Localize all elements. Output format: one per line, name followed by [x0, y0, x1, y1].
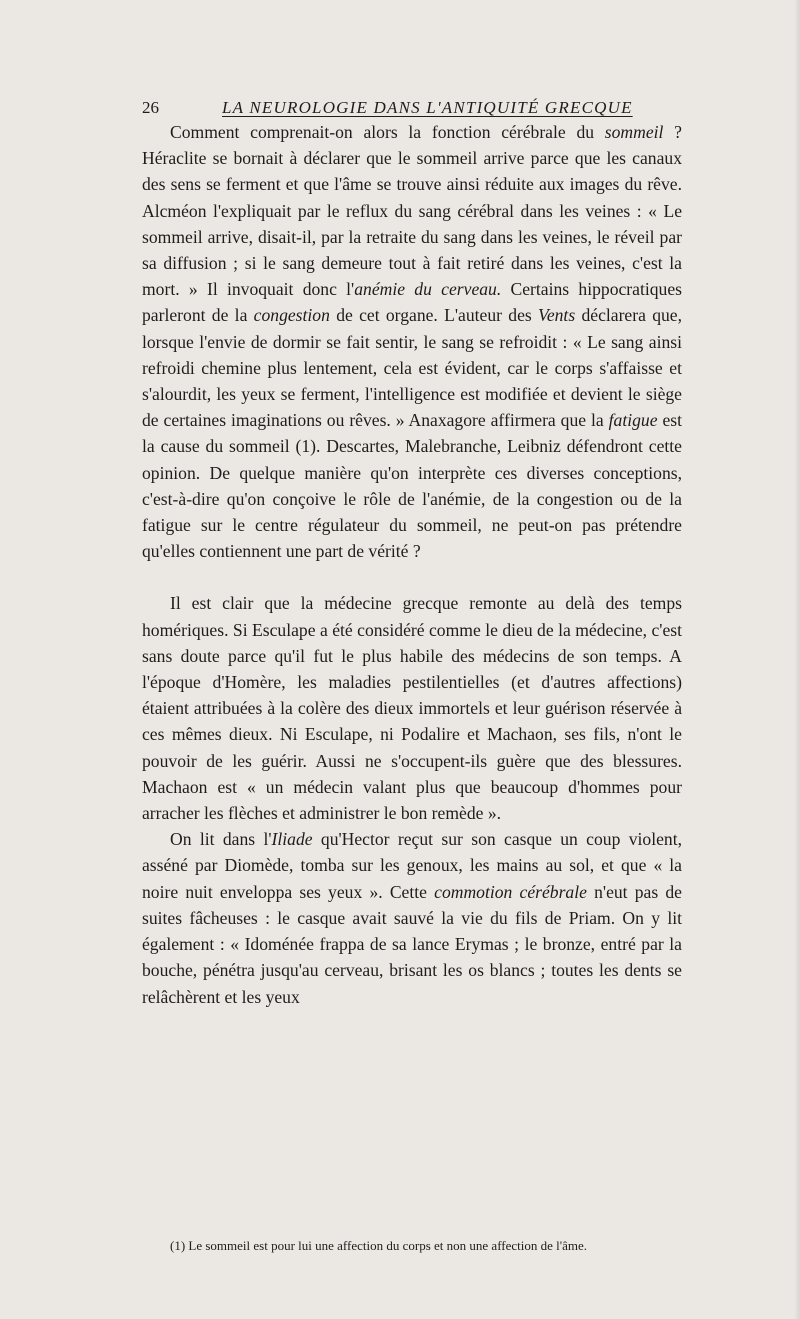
- paragraph-sleep-theories: Comment comprenait-on alors la fonction cérébrale du sommeil ? Héraclite se bornait à déclarer que le sommeil arrive parce que les canaux des sens se ferment et que l'âme se trouve ainsi réduite aux images du rêve. Alcméon l'expliquait par le reflux du sang cérébral dans les veines : « Le sommeil arrive, disait-il, par la retraite du sang dans les veines, le réveil par sa diffusion ; si le sang demeure tout à fait retiré dans les veines, c'est la mort. » Il invoquait donc l'anémie du cerveau. Certains hippocratiques parleront de la congestion de cet organe. L'auteur des Vents déclarera que, lorsque l'envie de dormir se fait sentir, le sang se refroidit : « Le sang ainsi refroidi chemine plus lentement, cela est évident, car le corps s'affaisse et s'alourdit, les yeux se ferment, l'intelligence est modifiée et devient le siège de certaines imaginations ou rêves. » Anaxagore affirmera que la fatigue est la cause du sommeil (1). Descartes, Malebranche, Leibniz défendront cette opinion. De quelque manière qu'on interprète ces diverses conceptions, c'est-à-dire qu'on conçoive le rôle de l'anémie, de la congestion ou de la fatigue sur le centre régulateur du sommeil, ne peut-on pas prétendre qu'elles contiennent une part de vérité ?: [142, 122, 682, 562]
- page-edge-shadow: [794, 0, 800, 1319]
- paragraph-homeric-medicine: Il est clair que la médecine grecque remonte au delà des temps homériques. Si Esculape a été considéré comme le dieu de la médecine, c'est sans doute parce qu'il fut le plus habile des médecins de son temps. A l'époque d'Homère, les maladies pestilentielles (et d'autres affections) étaient attribuées à la colère des dieux immortels et leur guérison réservée à ces mêmes dieux. Ni Esculape, ni Podalire et Machaon, ses fils, n'ont le pouvoir de les guérir. Aussi ne s'occupent-ils guère que des blessures. Machaon est « un médecin valant plus que beaucoup d'hommes pour arracher les flèches et administrer le bon remède ».: [142, 593, 682, 824]
- page-header: [142, 97, 682, 119]
- footnote: [142, 1237, 682, 1255]
- body-text: [142, 119, 682, 1010]
- paragraph-iliad: On lit dans l'Iliade qu'Hector reçut sur son casque un coup violent, asséné par Diomède, tomba sur les genoux, les mains au sol, et que « la noire nuit enveloppa ses yeux ». Cette commotion cérébrale n'eut pas de suites fâcheuses : le casque avait sauvé la vie du fils de Priam. On y lit également : « Idoménée frappa de sa lance Erymas ; le bronze, entré par la bouche, pénétra jusqu'au cerveau, brisant les os blancs ; toutes les dents se relâchèrent et les yeux: [142, 829, 682, 1007]
- running-title: LA NEUROLOGIE DANS L'ANTIQUITÉ GRECQUE: [222, 98, 633, 117]
- page-number: 26: [142, 98, 159, 117]
- footnote-text: (1) Le sommeil est pour lui une affection du corps et non une affection de l'âme.: [170, 1238, 588, 1253]
